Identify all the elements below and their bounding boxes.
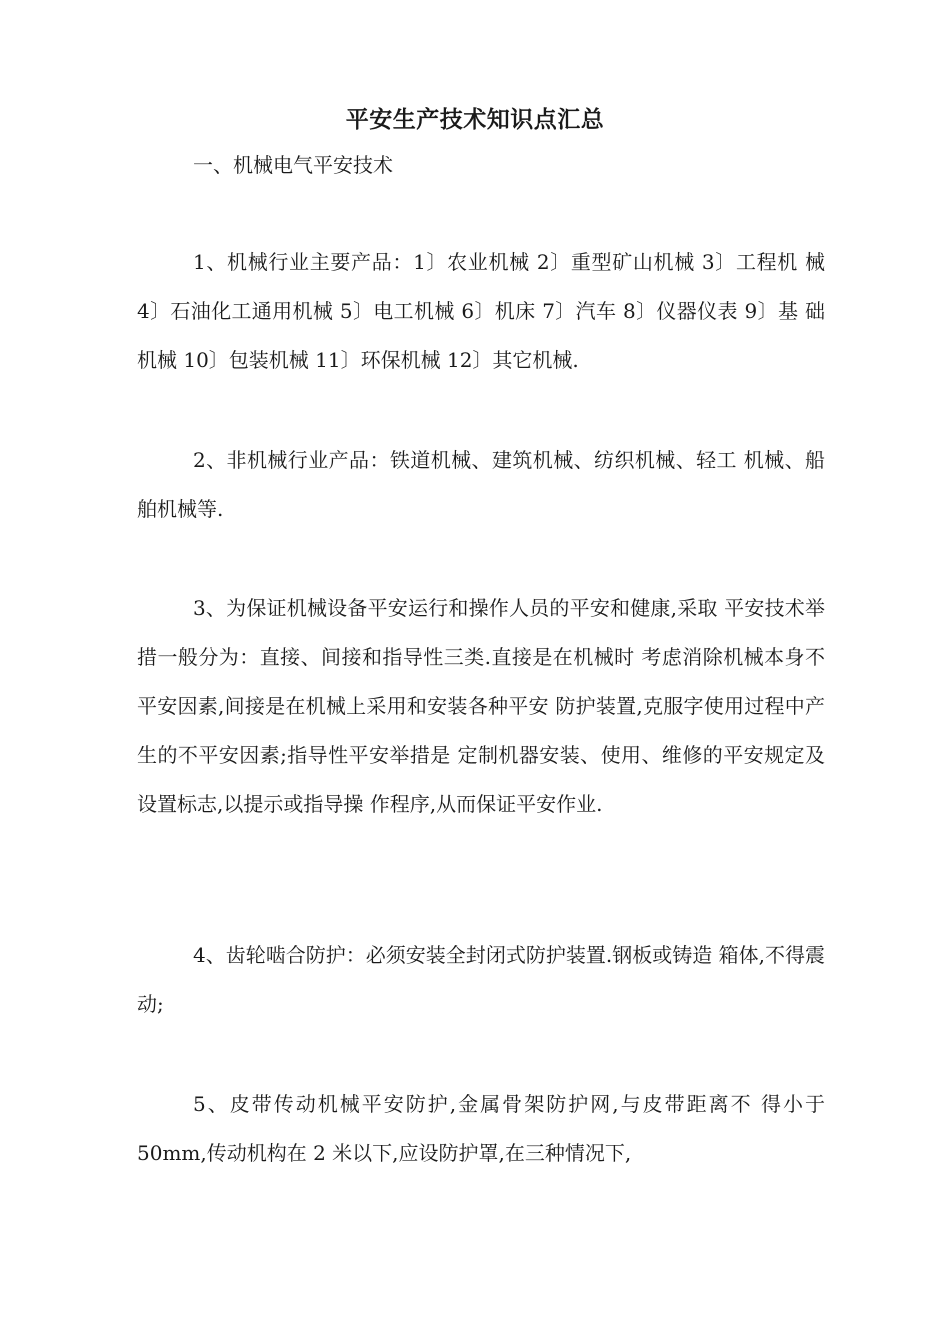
section-heading: 一、机械电气平安技术: [193, 153, 393, 177]
document-title: 平安生产技术知识点汇总: [345, 106, 605, 133]
paragraph-3: 3、为保证机械设备平安运行和操作人员的平安和健康,采取 平安技术举措一般分为：直接、间接和指导性三类.直接是在机械时 考虑消除机械本身不平安因素,间接是在机械上采用和安装各种平安 防护装置,克服字使用过程中产生的不平安因素;指导性平安举措是 定制机器安装、使用、维修的平安规定及设置标志,以提示或指导操 作程序,从而保证平安作业.: [137, 596, 825, 816]
paragraph-1: 1、机械行业主要产品：1〕农业机械 2〕重型矿山机械 3〕工程机 械 4〕石油化工通用机械 5〕电工机械 6〕机床 7〕汽车 8〕仪器仪表 9〕基 础机械 10〕包装机械 11〕环保机械 12〕其它机械.: [137, 250, 825, 372]
paragraph-2: 2、非机械行业产品：铁道机械、建筑机械、纺织机械、轻工 机械、船舶机械等.: [137, 448, 825, 521]
paragraph-5: 5、皮带传动机械平安防护,金属骨架防护网,与皮带距离不 得小于 50mm,传动机构在 2 米以下,应设防护罩,在三种情况下,: [137, 1092, 825, 1165]
paragraph-4: 4、齿轮啮合防护：必须安装全封闭式防护装置.钢板或铸造 箱体,不得震动;: [137, 943, 825, 1016]
